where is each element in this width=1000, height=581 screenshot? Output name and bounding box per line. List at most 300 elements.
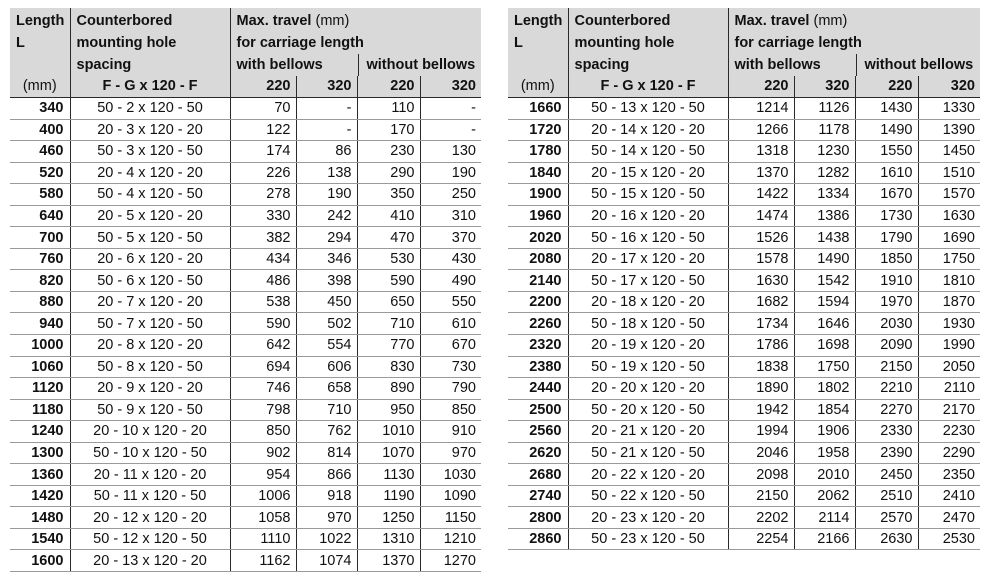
without-bellows-220-cell: 830 [357,356,420,378]
with-bellows-320-cell: 658 [296,378,357,400]
with-bellows-220-cell: 70 [230,98,296,120]
without-bellows-320-cell: 310 [420,205,481,227]
table-row [10,119,481,141]
without-bellows-220-cell: 1310 [357,528,420,550]
with-bellows-220-cell: 1058 [230,507,296,529]
without-bellows-320-cell: 1870 [918,291,980,313]
spacing-cell: 50 - 12 x 120 - 50 [70,528,230,550]
with-bellows-320-cell: 814 [296,442,357,464]
spacing-cell: 50 - 3 x 120 - 50 [70,141,230,163]
spacing-cell: 20 - 18 x 120 - 20 [568,291,728,313]
without-bellows-320-cell: 1150 [420,507,481,529]
spacing-cell: 20 - 21 x 120 - 20 [568,421,728,443]
with-bellows-320-cell: - [296,98,357,120]
col-nb-220: 220 [357,76,420,98]
with-bellows-220-cell: 434 [230,248,296,270]
with-bellows-220-cell: 226 [230,162,296,184]
spacing-cell: 50 - 14 x 120 - 50 [568,141,728,163]
spacing-cell: 20 - 14 x 120 - 20 [568,119,728,141]
with-bellows-220-cell: 2254 [728,528,794,550]
without-bellows-220-cell: 1190 [357,485,420,507]
without-bellows-220-cell: 1070 [357,442,420,464]
with-bellows-320-cell: 1074 [296,550,357,572]
without-bellows-220-cell: 170 [357,119,420,141]
with-bellows-220-cell: 1214 [728,98,794,120]
with-bellows-320-cell: 86 [296,141,357,163]
spacing-cell: 20 - 9 x 120 - 20 [70,378,230,400]
length-cell: 2680 [508,464,568,486]
with-bellows-320-cell: 502 [296,313,357,335]
length-cell: 2440 [508,378,568,400]
spacing-formula: F - G x 120 - F [568,76,728,98]
with-bellows-220-cell: 486 [230,270,296,292]
with-bellows-220-cell: 590 [230,313,296,335]
spacing-cell: 20 - 8 x 120 - 20 [70,335,230,357]
col-nb-320: 320 [918,76,980,98]
without-bellows-220-cell: 2450 [855,464,918,486]
length-cell: 2140 [508,270,568,292]
with-bellows-320-cell: 1022 [296,528,357,550]
without-bellows-320-cell: 130 [420,141,481,163]
spacing-cell: 50 - 6 x 120 - 50 [70,270,230,292]
without-bellows-220-cell: 2030 [855,313,918,335]
table-row [508,141,980,163]
without-bellows-220-cell: 2270 [855,399,918,421]
spacing-cell: 50 - 2 x 120 - 50 [70,98,230,120]
table-row [508,313,980,335]
without-bellows-220-cell: 1250 [357,507,420,529]
without-bellows-220-cell: 2630 [855,528,918,550]
with-bellows-220-cell: 798 [230,399,296,421]
without-bellows-220-cell: 2570 [855,507,918,529]
table-row [10,507,481,529]
table-row [508,335,980,357]
without-bellows-220-cell: 230 [357,141,420,163]
table-row [508,162,980,184]
spacing-cell: 50 - 21 x 120 - 50 [568,442,728,464]
without-bellows-220-cell: 1910 [855,270,918,292]
without-bellows-label: without bellows [856,54,974,76]
length-cell: 460 [10,141,70,163]
spacing-cell: 20 - 17 x 120 - 20 [568,248,728,270]
col-wb-320: 320 [794,76,855,98]
spacing-cell: 20 - 10 x 120 - 20 [70,421,230,443]
without-bellows-320-cell: 2170 [918,399,980,421]
table-row [508,485,980,507]
with-bellows-220-cell: 1370 [728,162,794,184]
with-bellows-220-cell: 2202 [728,507,794,529]
with-bellows-320-cell: 1282 [794,162,855,184]
without-bellows-220-cell: 1130 [357,464,420,486]
without-bellows-220-cell: 1010 [357,421,420,443]
length-cell: 1900 [508,184,568,206]
without-bellows-320-cell: 1630 [918,205,980,227]
with-bellows-220-cell: 2150 [728,485,794,507]
with-bellows-label: with bellows [734,57,821,73]
table-row [10,335,481,357]
length-cell: 1180 [10,399,70,421]
without-bellows-320-cell: 730 [420,356,481,378]
with-bellows-320-cell: 1906 [794,421,855,443]
spacing-cell: 50 - 7 x 120 - 50 [70,313,230,335]
spacing-formula: F - G x 120 - F [70,76,230,98]
length-cell: 1720 [508,119,568,141]
with-bellows-320-cell: 1854 [794,399,855,421]
table-row [10,270,481,292]
length-cell: 640 [10,205,70,227]
length-cell: 2260 [508,313,568,335]
length-cell: 1480 [10,507,70,529]
spacing-header: Counterbored mounting hole spacing [70,8,230,76]
spacing-cell: 20 - 15 x 120 - 20 [568,162,728,184]
without-bellows-220-cell: 110 [357,98,420,120]
length-cell: 2740 [508,485,568,507]
without-bellows-320-cell: 850 [420,399,481,421]
without-bellows-320-cell: 1450 [918,141,980,163]
spacing-cell: 50 - 19 x 120 - 50 [568,356,728,378]
spacing-cell: 50 - 22 x 120 - 50 [568,485,728,507]
table-row [508,184,980,206]
without-bellows-320-cell: 1510 [918,162,980,184]
spacing-cell: 50 - 13 x 120 - 50 [568,98,728,120]
table-row [10,313,481,335]
with-bellows-220-cell: 382 [230,227,296,249]
with-bellows-220-cell: 746 [230,378,296,400]
spacing-cell: 20 - 13 x 120 - 20 [70,550,230,572]
table-row [10,421,481,443]
table-row [508,291,980,313]
length-cell: 1600 [10,550,70,572]
table-row [508,442,980,464]
without-bellows-320-cell: 2410 [918,485,980,507]
with-bellows-220-cell: 278 [230,184,296,206]
with-bellows-320-cell: 1750 [794,356,855,378]
with-bellows-220-cell: 1578 [728,248,794,270]
with-bellows-220-cell: 174 [230,141,296,163]
with-bellows-320-cell: 450 [296,291,357,313]
with-bellows-320-cell: 1334 [794,184,855,206]
table-row [10,227,481,249]
table-row [508,378,980,400]
without-bellows-320-cell: 670 [420,335,481,357]
without-bellows-320-cell: 790 [420,378,481,400]
table-row [10,356,481,378]
with-bellows-220-cell: 1890 [728,378,794,400]
length-cell: 2800 [508,507,568,529]
without-bellows-320-cell: 610 [420,313,481,335]
without-bellows-220-cell: 1430 [855,98,918,120]
without-bellows-220-cell: 890 [357,378,420,400]
with-bellows-320-cell: 1802 [794,378,855,400]
spacing-cell: 20 - 6 x 120 - 20 [70,248,230,270]
spacing-cell: 50 - 23 x 120 - 50 [568,528,728,550]
spacing-cell: 50 - 20 x 120 - 50 [568,399,728,421]
with-bellows-220-cell: 1630 [728,270,794,292]
without-bellows-320-cell: 1930 [918,313,980,335]
length-cell: 760 [10,248,70,270]
without-bellows-320-cell: 1210 [420,528,481,550]
table-row [10,442,481,464]
with-bellows-220-cell: 2098 [728,464,794,486]
max-travel-header: Max. travel (mm) for carriage length with bellows without bellows [230,8,481,76]
without-bellows-220-cell: 410 [357,205,420,227]
without-bellows-320-cell: 1090 [420,485,481,507]
with-bellows-220-cell: 1110 [230,528,296,550]
with-bellows-220-cell: 1162 [230,550,296,572]
with-bellows-220-cell: 1734 [728,313,794,335]
table-row [508,421,980,443]
length-cell: 1960 [508,205,568,227]
with-bellows-label: with bellows [236,57,323,73]
length-cell: 940 [10,313,70,335]
length-cell: 1660 [508,98,568,120]
travel-table-right [508,8,980,550]
with-bellows-320-cell: 138 [296,162,357,184]
length-cell: 2380 [508,356,568,378]
header-row [10,8,481,76]
unit-row [508,76,980,98]
without-bellows-320-cell: - [420,119,481,141]
with-bellows-220-cell: 330 [230,205,296,227]
with-bellows-320-cell: 2166 [794,528,855,550]
without-bellows-320-cell: 1570 [918,184,980,206]
table-row [508,356,980,378]
without-bellows-220-cell: 470 [357,227,420,249]
with-bellows-320-cell: 1646 [794,313,855,335]
with-bellows-320-cell: 1178 [794,119,855,141]
without-bellows-220-cell: 1970 [855,291,918,313]
with-bellows-320-cell: 1542 [794,270,855,292]
without-bellows-220-cell: 1790 [855,227,918,249]
table-row [10,141,481,163]
without-bellows-220-cell: 2330 [855,421,918,443]
without-bellows-220-cell: 1850 [855,248,918,270]
with-bellows-220-cell: 850 [230,421,296,443]
with-bellows-320-cell: 294 [296,227,357,249]
travel-table-left [10,8,481,572]
length-header: Length L [10,8,70,76]
table-row [10,162,481,184]
spacing-cell: 20 - 12 x 120 - 20 [70,507,230,529]
col-wb-320: 320 [296,76,357,98]
spacing-cell: 50 - 8 x 120 - 50 [70,356,230,378]
length-unit: (mm) [10,76,70,98]
without-bellows-220-cell: 350 [357,184,420,206]
with-bellows-220-cell: 1474 [728,205,794,227]
with-bellows-320-cell: 1958 [794,442,855,464]
table-row [10,184,481,206]
length-cell: 580 [10,184,70,206]
length-cell: 1300 [10,442,70,464]
table-row [508,227,980,249]
length-unit: (mm) [508,76,568,98]
with-bellows-320-cell: 606 [296,356,357,378]
spacing-cell: 50 - 4 x 120 - 50 [70,184,230,206]
without-bellows-220-cell: 1730 [855,205,918,227]
without-bellows-320-cell: 1270 [420,550,481,572]
without-bellows-320-cell: 370 [420,227,481,249]
spacing-cell: 20 - 3 x 120 - 20 [70,119,230,141]
spacing-cell: 20 - 19 x 120 - 20 [568,335,728,357]
with-bellows-320-cell: 1386 [794,205,855,227]
without-bellows-320-cell: 1810 [918,270,980,292]
spacing-cell: 50 - 9 x 120 - 50 [70,399,230,421]
unit-row [10,76,481,98]
spacing-cell: 20 - 5 x 120 - 20 [70,205,230,227]
table-row [508,270,980,292]
with-bellows-220-cell: 1838 [728,356,794,378]
with-bellows-320-cell: 242 [296,205,357,227]
without-bellows-220-cell: 2090 [855,335,918,357]
table-row [10,550,481,572]
header-row [508,8,980,76]
table-row [10,399,481,421]
length-cell: 340 [10,98,70,120]
without-bellows-320-cell: 970 [420,442,481,464]
with-bellows-320-cell: 918 [296,485,357,507]
length-cell: 400 [10,119,70,141]
without-bellows-320-cell: 1750 [918,248,980,270]
length-cell: 2860 [508,528,568,550]
without-bellows-320-cell: 2470 [918,507,980,529]
length-cell: 1360 [10,464,70,486]
with-bellows-320-cell: 1230 [794,141,855,163]
table-row [508,98,980,120]
length-cell: 1420 [10,485,70,507]
with-bellows-220-cell: 694 [230,356,296,378]
without-bellows-320-cell: 430 [420,248,481,270]
with-bellows-220-cell: 954 [230,464,296,486]
spacing-cell: 20 - 16 x 120 - 20 [568,205,728,227]
with-bellows-220-cell: 1266 [728,119,794,141]
without-bellows-320-cell: 2350 [918,464,980,486]
table-row [508,205,980,227]
without-bellows-320-cell: 2050 [918,356,980,378]
spacing-cell: 20 - 22 x 120 - 20 [568,464,728,486]
length-cell: 1120 [10,378,70,400]
with-bellows-220-cell: 122 [230,119,296,141]
without-bellows-320-cell: 910 [420,421,481,443]
with-bellows-320-cell: 1438 [794,227,855,249]
without-bellows-320-cell: 2110 [918,378,980,400]
table-row [508,119,980,141]
with-bellows-320-cell: 762 [296,421,357,443]
without-bellows-320-cell: 190 [420,162,481,184]
with-bellows-320-cell: 1126 [794,98,855,120]
spacing-cell: 20 - 20 x 120 - 20 [568,378,728,400]
length-cell: 1240 [10,421,70,443]
length-cell: 2200 [508,291,568,313]
with-bellows-220-cell: 1942 [728,399,794,421]
length-cell: 880 [10,291,70,313]
length-header: Length L [508,8,568,76]
with-bellows-220-cell: 1682 [728,291,794,313]
spacing-cell: 20 - 7 x 120 - 20 [70,291,230,313]
with-bellows-320-cell: 2114 [794,507,855,529]
with-bellows-320-cell: 970 [296,507,357,529]
col-nb-220: 220 [855,76,918,98]
without-bellows-320-cell: 2290 [918,442,980,464]
with-bellows-320-cell: 554 [296,335,357,357]
spacing-header: Counterbored mounting hole spacing [568,8,728,76]
spacing-cell: 20 - 23 x 120 - 20 [568,507,728,529]
table-row [508,507,980,529]
length-cell: 1000 [10,335,70,357]
with-bellows-220-cell: 1786 [728,335,794,357]
without-bellows-220-cell: 2510 [855,485,918,507]
table-row [508,399,980,421]
with-bellows-320-cell: 1698 [794,335,855,357]
with-bellows-320-cell: 710 [296,399,357,421]
with-bellows-220-cell: 1994 [728,421,794,443]
without-bellows-label: without bellows [358,54,476,76]
max-travel-header: Max. travel (mm) for carriage length with bellows without bellows [728,8,980,76]
length-cell: 2320 [508,335,568,357]
spacing-cell: 50 - 11 x 120 - 50 [70,485,230,507]
without-bellows-220-cell: 290 [357,162,420,184]
spacing-cell: 20 - 4 x 120 - 20 [70,162,230,184]
table-row [10,464,481,486]
without-bellows-320-cell: 250 [420,184,481,206]
spacing-cell: 50 - 5 x 120 - 50 [70,227,230,249]
without-bellows-220-cell: 950 [357,399,420,421]
without-bellows-220-cell: 1370 [357,550,420,572]
without-bellows-220-cell: 2150 [855,356,918,378]
with-bellows-320-cell: 346 [296,248,357,270]
without-bellows-220-cell: 2210 [855,378,918,400]
without-bellows-320-cell: 2230 [918,421,980,443]
with-bellows-220-cell: 1422 [728,184,794,206]
without-bellows-320-cell: 1990 [918,335,980,357]
length-cell: 1840 [508,162,568,184]
without-bellows-320-cell: 2530 [918,528,980,550]
length-cell: 2080 [508,248,568,270]
with-bellows-320-cell: 398 [296,270,357,292]
spacing-cell: 50 - 16 x 120 - 50 [568,227,728,249]
length-cell: 700 [10,227,70,249]
length-cell: 2620 [508,442,568,464]
with-bellows-220-cell: 902 [230,442,296,464]
length-cell: 2500 [508,399,568,421]
with-bellows-320-cell: 2062 [794,485,855,507]
spacing-cell: 50 - 18 x 120 - 50 [568,313,728,335]
table-row [10,205,481,227]
length-cell: 520 [10,162,70,184]
with-bellows-220-cell: 1006 [230,485,296,507]
length-cell: 820 [10,270,70,292]
without-bellows-220-cell: 1670 [855,184,918,206]
without-bellows-220-cell: 1490 [855,119,918,141]
without-bellows-220-cell: 530 [357,248,420,270]
col-nb-320: 320 [420,76,481,98]
with-bellows-220-cell: 2046 [728,442,794,464]
with-bellows-320-cell: 1594 [794,291,855,313]
length-cell: 1780 [508,141,568,163]
with-bellows-220-cell: 1318 [728,141,794,163]
col-wb-220: 220 [728,76,794,98]
without-bellows-320-cell: 1390 [918,119,980,141]
table-row [508,248,980,270]
table-row [508,464,980,486]
without-bellows-220-cell: 1550 [855,141,918,163]
table-row [10,98,481,120]
table-row [10,485,481,507]
with-bellows-320-cell: 190 [296,184,357,206]
table-row [10,528,481,550]
with-bellows-320-cell: 1490 [794,248,855,270]
without-bellows-320-cell: - [420,98,481,120]
length-cell: 1060 [10,356,70,378]
